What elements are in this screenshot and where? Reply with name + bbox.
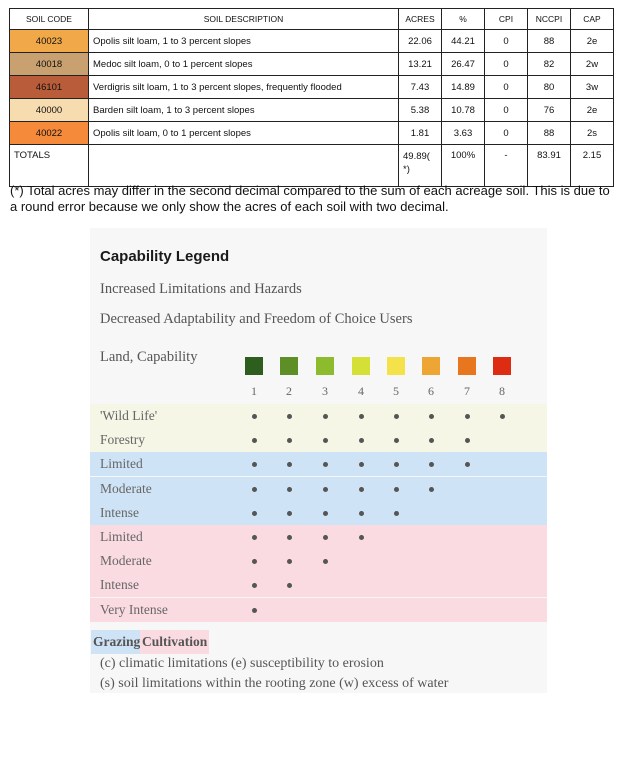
legend-line-land-capability: Land, Capability [100, 349, 198, 365]
capability-class-swatch [458, 357, 476, 375]
table-row [10, 53, 614, 76]
soil-description-cell: Medoc silt loam, 0 to 1 percent slopes [89, 53, 399, 76]
legend-row-label: Moderate [100, 553, 152, 569]
capability-class-swatch [387, 357, 405, 375]
legend-line-limitations: Increased Limitations and Hazards [100, 281, 302, 297]
cpi-cell: 0 [485, 76, 528, 99]
cpi-cell: 0 [485, 99, 528, 122]
header-percent: % [442, 9, 485, 30]
capability-dot [252, 511, 257, 516]
totals-cap-cell: 2.15 [571, 145, 614, 187]
capability-dot [252, 583, 257, 588]
totals-description-cell [89, 145, 399, 187]
cpi-cell: 0 [485, 122, 528, 145]
capability-class-swatch [280, 357, 298, 375]
table-header-row [10, 9, 614, 30]
acres-cell: 22.06 [399, 30, 442, 53]
legend-row-label: Intense [100, 504, 139, 520]
capability-dot [359, 462, 364, 467]
table-row [10, 99, 614, 122]
capability-class-swatch [352, 357, 370, 375]
legend-row [90, 549, 547, 573]
cap-cell: 2s [571, 122, 614, 145]
capability-dot [252, 559, 257, 564]
acres-cell: 1.81 [399, 122, 442, 145]
cap-cell: 2e [571, 30, 614, 53]
soil-code-cell: 40018 [10, 53, 89, 76]
capability-dot [287, 438, 292, 443]
capability-dot [252, 462, 257, 467]
capability-class-number: 7 [464, 384, 470, 398]
totals-acres-cell: 49.89( *) [399, 145, 442, 187]
legend-row-label: Limited [100, 456, 143, 472]
capability-dot [252, 414, 257, 419]
capability-dot [323, 535, 328, 540]
cultivation-tag: Cultivation [140, 630, 209, 654]
capability-class-number: 1 [251, 384, 257, 398]
nccpi-cell: 88 [528, 122, 571, 145]
legend-title: Capability Legend [100, 248, 230, 265]
capability-legend [90, 228, 547, 693]
legend-row [90, 477, 547, 501]
soil-code-cell: 46101 [10, 76, 89, 99]
table-row [10, 76, 614, 99]
acres-cell: 5.38 [399, 99, 442, 122]
capability-dot [287, 462, 292, 467]
capability-dot [287, 414, 292, 419]
cap-cell: 2w [571, 53, 614, 76]
acreage-footnote: (*) Total acres may differ in the second decimal compared to the sum of each acreage soil. This is due to a round error because we only show the acres of each soil with two decimal. [10, 183, 610, 214]
soil-table [9, 8, 614, 187]
legend-row-label: Moderate [100, 480, 152, 496]
acres-cell: 7.43 [399, 76, 442, 99]
cpi-cell: 0 [485, 30, 528, 53]
capability-dot [323, 559, 328, 564]
capability-dot [287, 511, 292, 516]
soil-description-cell: Opolis silt loam, 0 to 1 percent slopes [89, 122, 399, 145]
capability-class-number: 8 [499, 384, 505, 398]
capability-dot [500, 414, 505, 419]
soil-description-cell: Barden silt loam, 1 to 3 percent slopes [89, 99, 399, 122]
capability-class-swatch [316, 357, 334, 375]
capability-dot [429, 438, 434, 443]
grazing-tag: Grazing [91, 630, 142, 654]
capability-dot [394, 438, 399, 443]
capability-dot [429, 414, 434, 419]
capability-dot [359, 535, 364, 540]
capability-dot [465, 438, 470, 443]
legend-row [90, 501, 547, 525]
legend-row-label: Forestry [100, 432, 145, 448]
capability-class-swatch [422, 357, 440, 375]
percent-cell: 26.47 [442, 53, 485, 76]
soil-description-cell: Opolis silt loam, 1 to 3 percent slopes [89, 30, 399, 53]
totals-row [10, 145, 614, 187]
legend-row [90, 573, 547, 597]
capability-dot [429, 487, 434, 492]
capability-dot [287, 559, 292, 564]
header-cpi: CPI [485, 9, 528, 30]
legend-row [90, 452, 547, 476]
capability-dot [465, 462, 470, 467]
capability-dot [359, 487, 364, 492]
legend-line-adaptability: Decreased Adaptability and Freedom of Choice Users [100, 311, 413, 327]
legend-note-climatic: (c) climatic limitations (e) susceptibility to erosion [100, 656, 384, 671]
percent-cell: 3.63 [442, 122, 485, 145]
capability-dot [287, 487, 292, 492]
totals-cpi-cell: - [485, 145, 528, 187]
totals-label-cell: TOTALS [10, 145, 89, 187]
legend-row [90, 598, 547, 622]
percent-cell: 14.89 [442, 76, 485, 99]
table-row [10, 122, 614, 145]
legend-row [90, 525, 547, 549]
soil-code-cell: 40023 [10, 30, 89, 53]
capability-dot [323, 511, 328, 516]
capability-class-number: 5 [393, 384, 399, 398]
soil-description-cell: Verdigris silt loam, 1 to 3 percent slopes, frequently flooded [89, 76, 399, 99]
table-row [10, 30, 614, 53]
nccpi-cell: 76 [528, 99, 571, 122]
capability-dot [323, 438, 328, 443]
capability-dot [429, 462, 434, 467]
legend-row [90, 404, 547, 428]
header-acres: ACRES [399, 9, 442, 30]
capability-class-swatch [245, 357, 263, 375]
cpi-cell: 0 [485, 53, 528, 76]
percent-cell: 10.78 [442, 99, 485, 122]
capability-dot [323, 414, 328, 419]
capability-dot [287, 535, 292, 540]
capability-dot [359, 414, 364, 419]
legend-row [90, 428, 547, 452]
totals-nccpi-cell: 83.91 [528, 145, 571, 187]
capability-dot [359, 511, 364, 516]
nccpi-cell: 82 [528, 53, 571, 76]
legend-row-label: Very Intense [100, 601, 168, 617]
capability-dot [252, 535, 257, 540]
capability-dot [252, 438, 257, 443]
capability-dot [394, 487, 399, 492]
cap-cell: 2e [571, 99, 614, 122]
capability-dot [394, 511, 399, 516]
capability-dot [394, 414, 399, 419]
header-cap: CAP [571, 9, 614, 30]
capability-class-swatch [493, 357, 511, 375]
soil-code-cell: 40022 [10, 122, 89, 145]
capability-dot [252, 487, 257, 492]
legend-row-label: Limited [100, 529, 143, 544]
header-nccpi: NCCPI [528, 9, 571, 30]
legend-row-label: Intense [100, 577, 139, 593]
capability-dot [252, 608, 257, 613]
header-soil-code: SOIL CODE [10, 9, 89, 30]
header-soil-description: SOIL DESCRIPTION [89, 9, 399, 30]
legend-row-label: 'Wild Life' [100, 408, 158, 423]
acres-cell: 13.21 [399, 53, 442, 76]
capability-dot [394, 462, 399, 467]
nccpi-cell: 88 [528, 30, 571, 53]
capability-dot [287, 583, 292, 588]
soil-code-cell: 40000 [10, 99, 89, 122]
capability-dot [465, 414, 470, 419]
percent-cell: 44.21 [442, 30, 485, 53]
capability-class-number: 4 [358, 384, 364, 398]
capability-class-number: 2 [286, 384, 292, 398]
capability-class-number: 6 [428, 384, 434, 398]
totals-percent-cell: 100% [442, 145, 485, 187]
capability-class-number: 3 [322, 384, 328, 398]
cap-cell: 3w [571, 76, 614, 99]
capability-dot [359, 438, 364, 443]
legend-note-soil: (s) soil limitations within the rooting zone (w) excess of water [100, 676, 449, 691]
nccpi-cell: 80 [528, 76, 571, 99]
capability-dot [323, 487, 328, 492]
capability-dot [323, 462, 328, 467]
